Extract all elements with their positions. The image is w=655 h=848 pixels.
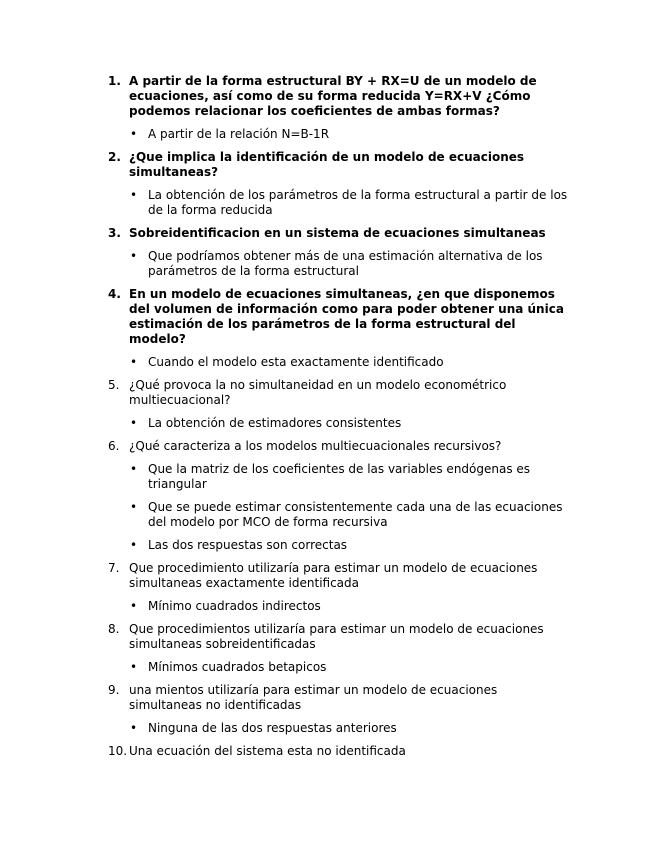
question-text: ¿Que implica la identificación de un modelo de ecuaciones simultaneas? (129, 150, 525, 179)
answer-text: Que se puede estimar consistentemente cada una de las ecuaciones del modelo por MCO de forma recursiva (148, 500, 563, 529)
question-9 (108, 683, 568, 713)
answer-text: Que la matriz de los coeficientes de las variables endógenas es triangular (148, 462, 531, 491)
question-text: Que procedimiento utilizaría para estimar un modelo de ecuaciones simultaneas exactamente identificada (129, 561, 538, 590)
bullet-icon: • (130, 249, 138, 263)
question-5 (108, 378, 568, 408)
question-text: A partir de la forma estructural BY + RX=U de un modelo de ecuaciones, así como de su forma reducida Y=RX+V ¿Cómo podemos relacionar los coeficientes de ambas formas? (129, 74, 537, 118)
question-text: ¿Qué caracteriza a los modelos multiecuacionales recursivos? (129, 439, 502, 453)
bullet-icon: • (130, 462, 138, 476)
bullet-icon: • (130, 538, 138, 552)
question-number: 6. (108, 439, 120, 453)
answer-6-3 (108, 538, 568, 553)
question-number: 2. (108, 150, 121, 164)
question-number: 9. (108, 683, 120, 697)
question-text: En un modelo de ecuaciones simultaneas, ¿en que disponemos del volumen de información como para poder obtener una única estimación de los parámetros de la forma estructural del modelo? (129, 287, 564, 346)
answer-4-1 (108, 355, 568, 370)
question-text: Sobreidentificacion en un sistema de ecuaciones simultaneas (129, 226, 546, 240)
answer-9-1 (108, 721, 568, 736)
bullet-icon: • (130, 127, 138, 141)
answer-2-1 (108, 188, 568, 218)
question-number: 3. (108, 226, 121, 240)
question-text: Una ecuación del sistema esta no identificada (129, 744, 406, 758)
answer-text: La obtención de los parámetros de la forma estructural a partir de los de la forma reducida (148, 188, 568, 217)
question-2 (108, 150, 568, 180)
question-number: 4. (108, 287, 121, 301)
question-text: Que procedimientos utilizaría para estimar un modelo de ecuaciones simultaneas sobreidentificadas (129, 622, 544, 651)
question-number: 10. (108, 744, 128, 758)
question-4 (108, 287, 568, 347)
answer-text: Mínimo cuadrados indirectos (148, 599, 321, 613)
document-body (108, 74, 568, 759)
answer-5-1 (108, 416, 568, 431)
bullet-icon: • (130, 416, 138, 430)
question-number: 7. (108, 561, 120, 575)
question-number: 5. (108, 378, 120, 392)
bullet-icon: • (130, 188, 138, 202)
answer-7-1 (108, 599, 568, 614)
answer-text: Que podríamos obtener más de una estimación alternativa de los parámetros de la forma estructural (148, 249, 543, 278)
bullet-icon: • (130, 355, 138, 369)
bullet-icon: • (130, 660, 138, 674)
answer-8-1 (108, 660, 568, 675)
question-text: ¿Qué provoca la no simultaneidad en un modelo econométrico multiecuacional? (129, 378, 507, 407)
answer-text: Ninguna de las dos respuestas anteriores (148, 721, 397, 735)
bullet-icon: • (130, 721, 138, 735)
question-8 (108, 622, 568, 652)
answer-6-1 (108, 462, 568, 492)
answer-text: Mínimos cuadrados betapicos (148, 660, 327, 674)
answer-text: Cuando el modelo esta exactamente identificado (148, 355, 444, 369)
answer-6-2 (108, 500, 568, 530)
bullet-icon: • (130, 500, 138, 514)
answer-3-1 (108, 249, 568, 279)
question-6 (108, 439, 568, 454)
answer-text: Las dos respuestas son correctas (148, 538, 348, 552)
question-number: 8. (108, 622, 120, 636)
answer-text: A partir de la relación N=B-1R (148, 127, 330, 141)
question-3 (108, 226, 568, 241)
bullet-icon: • (130, 599, 138, 613)
question-7 (108, 561, 568, 591)
question-10 (108, 744, 568, 759)
answer-1-1 (108, 127, 568, 142)
question-text: una mientos utilizaría para estimar un modelo de ecuaciones simultaneas no identificadas (129, 683, 498, 712)
question-1 (108, 74, 568, 119)
answer-text: La obtención de estimadores consistentes (148, 416, 402, 430)
question-number: 1. (108, 74, 121, 88)
